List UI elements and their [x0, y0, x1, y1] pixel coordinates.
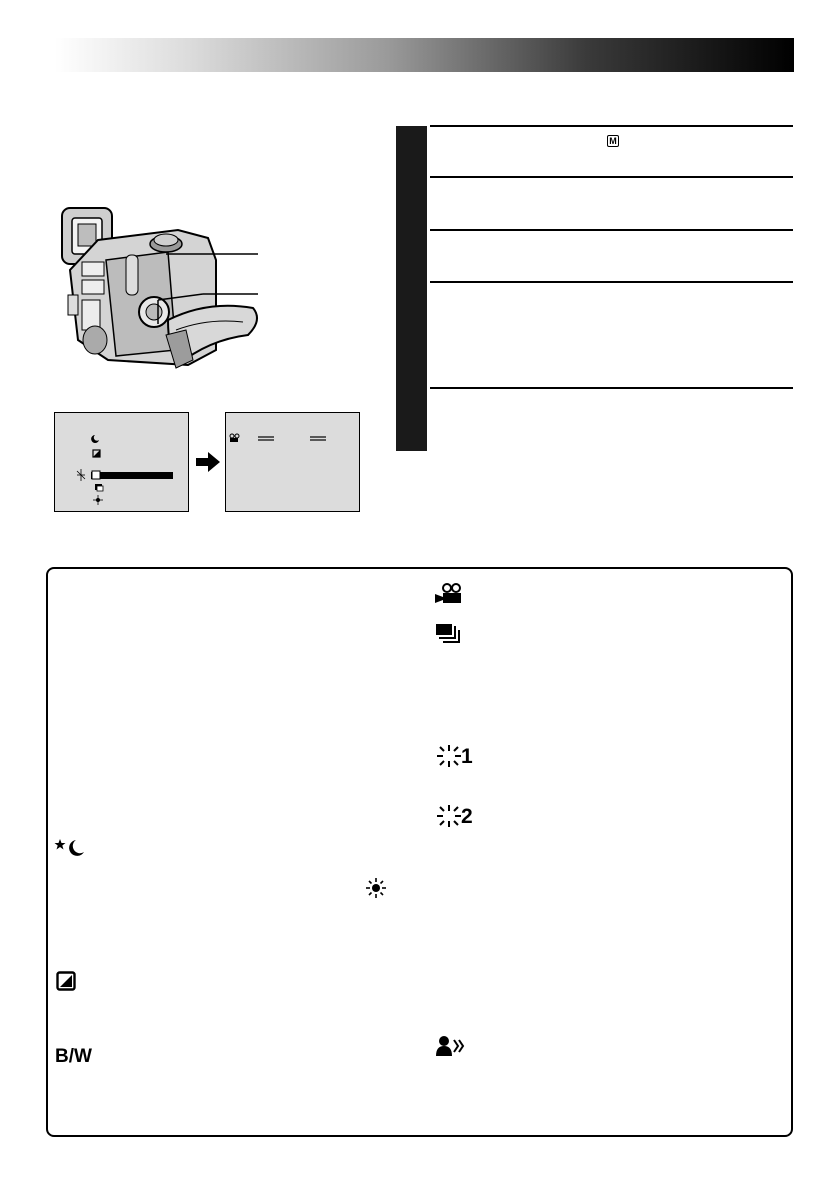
step-divider: [430, 125, 793, 127]
mode-info-box: [46, 567, 793, 1137]
osd-result-icons: [226, 413, 358, 510]
header-gradient-bar: [55, 38, 794, 72]
osd-menu-icons: [55, 413, 187, 510]
steps-side-tab: [396, 126, 427, 451]
step-divider: [430, 281, 793, 283]
osd-menu-screen: [54, 412, 189, 512]
slow-shutter-2-label: 2: [461, 805, 473, 828]
night-scope-icon: [54, 838, 88, 858]
step-divider: [430, 176, 793, 178]
slow-shutter-1-label: 1: [461, 745, 473, 768]
slow-shutter-1-icon: [435, 745, 463, 767]
step-divider: [430, 387, 793, 389]
step-divider: [430, 229, 793, 231]
sun-icon: [366, 878, 386, 898]
camcorder-illustration: [58, 200, 278, 380]
slow-shutter-2-icon: [435, 805, 463, 827]
twilight-icon: [436, 1036, 466, 1056]
osd-result-screen: [225, 412, 360, 512]
sepia-icon: [56, 971, 76, 991]
right-arrow-icon: [196, 452, 220, 472]
manual-mode-icon: M: [607, 135, 619, 147]
cinema-icon: [435, 583, 463, 605]
strobe-icon: [436, 624, 462, 644]
bw-icon: B/W: [55, 1046, 92, 1067]
